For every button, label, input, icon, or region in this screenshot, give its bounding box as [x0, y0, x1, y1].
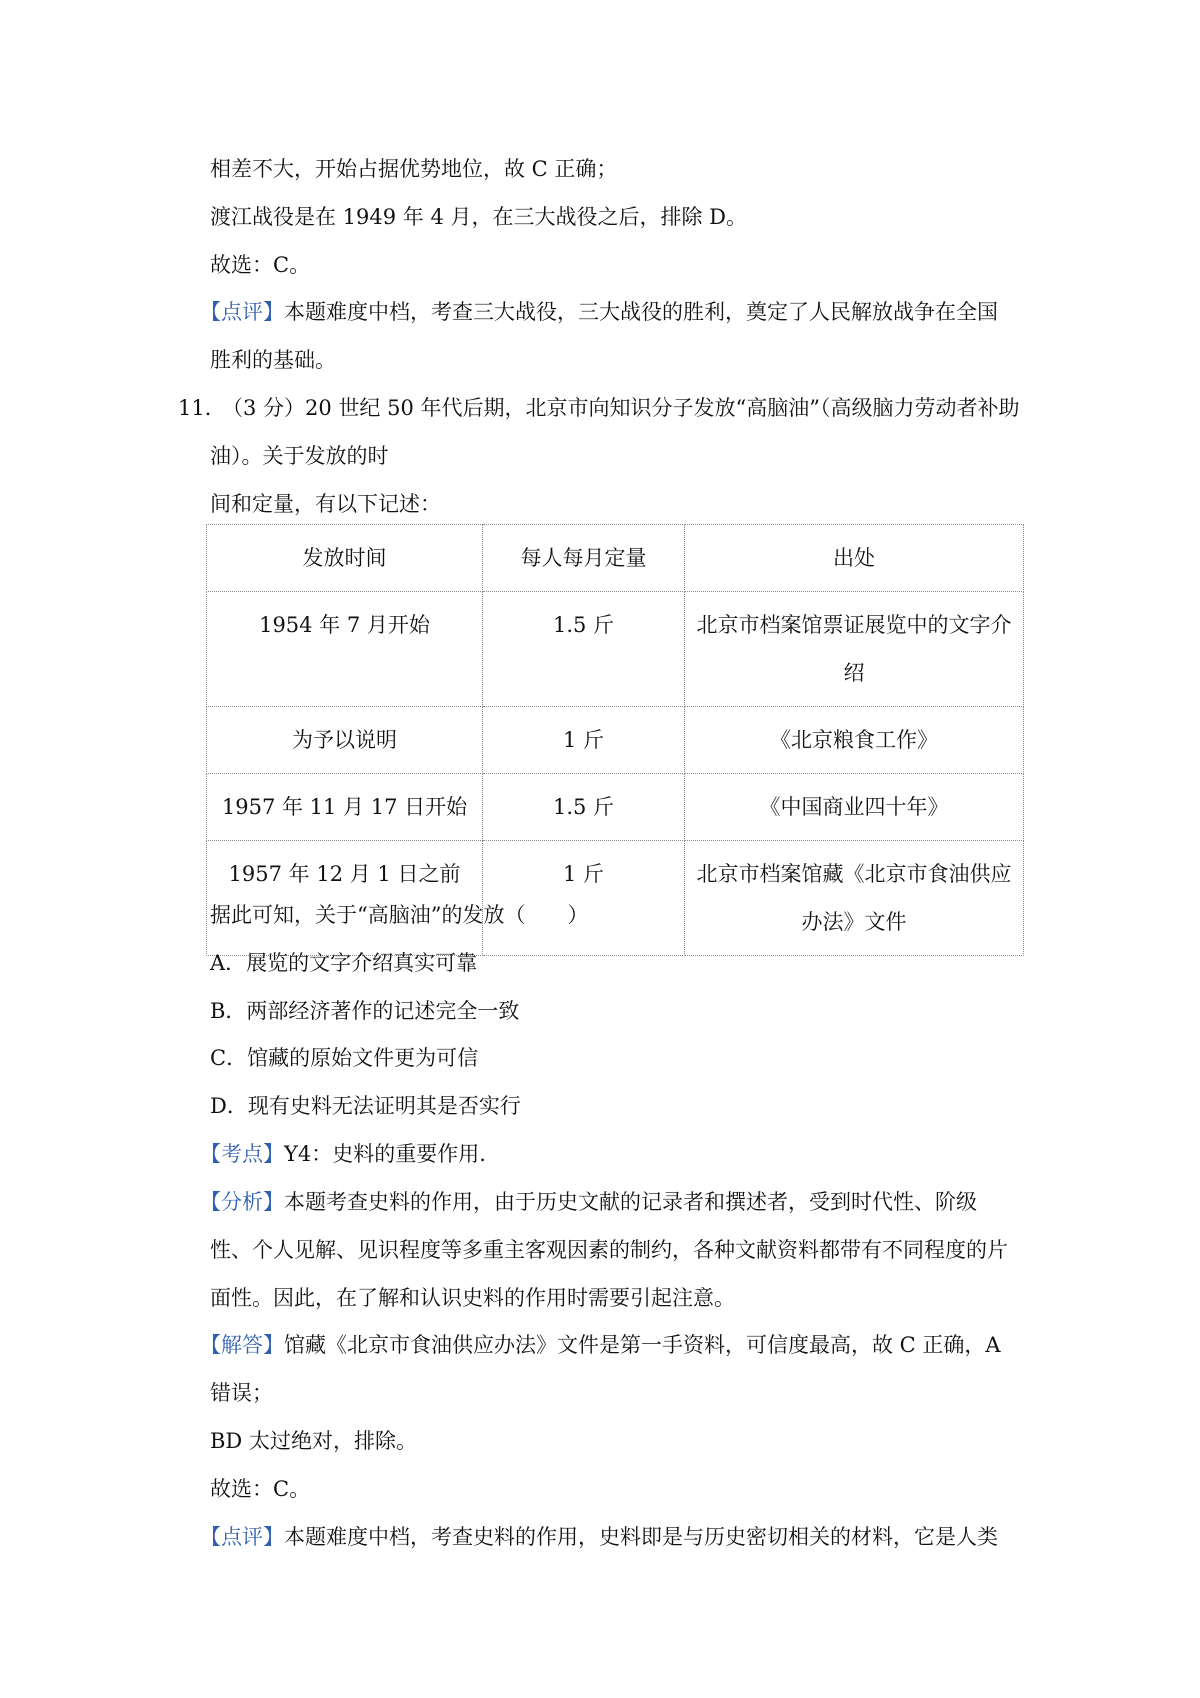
table-header-cell: 每人每月定量: [483, 525, 685, 592]
text-line: 故选：C。: [210, 253, 311, 277]
text-line: 错误；: [210, 1381, 273, 1405]
table-cell: 为予以说明: [207, 707, 483, 774]
table-cell: 1 斤: [483, 707, 685, 774]
jieda-text: 馆藏《北京市食油供应办法》文件是第一手资料，可信度最高，故 C 正确，A: [284, 1333, 1001, 1357]
text-line: BD 太过绝对，排除。: [210, 1429, 417, 1453]
review-text: 本题难度中档，考查三大战役，三大战役的胜利，奠定了人民解放战争在全国: [284, 300, 998, 324]
question-prompt: 据此可知，关于“高脑油”的发放（ ）: [210, 903, 589, 927]
option-b: B．两部经济著作的记述完全一致: [210, 999, 520, 1023]
text-line: 面性。因此，在了解和认识史料的作用时需要引起注意。: [210, 1286, 735, 1310]
option-d: D．现有史料无法证明其是否实行: [210, 1094, 521, 1118]
table-cell: 《中国商业四十年》: [685, 774, 1024, 841]
question-number: 11．: [178, 396, 226, 420]
text-line: 故选：C。: [210, 1477, 311, 1501]
table-cell: 1.5 斤: [483, 592, 685, 707]
jieda-tag: 【解答】: [200, 1333, 284, 1357]
table-row: [207, 707, 1024, 774]
table-header-cell: 发放时间: [207, 525, 483, 592]
question-stem: 油）。关于发放的时: [210, 444, 389, 468]
review-tag: 【点评】: [200, 300, 284, 324]
text-line: 胜利的基础。: [210, 348, 336, 372]
table-row: [207, 841, 1024, 956]
data-table: [206, 524, 1024, 956]
text-line: 性、个人见解、见识程度等多重主客观因素的制约，各种文献资料都带有不同程度的片: [210, 1238, 1008, 1262]
option-c: C．馆藏的原始文件更为可信: [210, 1046, 479, 1070]
review-text: 本题难度中档，考查史料的作用，史料即是与历史密切相关的材料，它是人类: [284, 1525, 998, 1549]
table-row: [207, 592, 1024, 707]
text-line: 相差不大，开始占据优势地位，故 C 正确；: [210, 157, 618, 181]
table-header-row: [207, 525, 1024, 592]
fenxi-tag: 【分析】: [200, 1190, 284, 1214]
table-row: [207, 774, 1024, 841]
kaodian-tag: 【考点】: [200, 1142, 284, 1166]
question-stem: （3 分）20 世纪 50 年代后期，北京市向知识分子发放“高脑油”（高级脑力劳动者补助: [222, 396, 1020, 420]
fenxi-text: 本题考查史料的作用，由于历史文献的记录者和撰述者，受到时代性、阶级: [284, 1190, 977, 1214]
review-paragraph: [200, 1522, 998, 1552]
question-stem: 间和定量，有以下记述：: [210, 492, 441, 516]
kaodian-text: Y4：史料的重要作用.: [284, 1142, 486, 1166]
text-line: 渡江战役是在 1949 年 4 月，在三大战役之后，排除 D。: [210, 205, 748, 229]
review-tag: 【点评】: [200, 1525, 284, 1549]
table-cell: 1 斤: [483, 841, 685, 956]
table-cell: 《北京粮食工作》: [685, 707, 1024, 774]
fenxi-paragraph: [200, 1187, 977, 1217]
kaodian-paragraph: [200, 1139, 486, 1169]
option-a: A．展览的文字介绍真实可靠: [210, 951, 478, 975]
review-paragraph: [200, 297, 998, 327]
table-cell: 1954 年 7 月开始: [207, 592, 483, 707]
table-cell: 北京市档案馆票证展览中的文字介绍: [685, 592, 1024, 707]
table-cell: 1.5 斤: [483, 774, 685, 841]
table-header-cell: 出处: [685, 525, 1024, 592]
jieda-paragraph: [200, 1330, 1001, 1360]
table-cell: 1957 年 11 月 17 日开始: [207, 774, 483, 841]
table-cell: 1957 年 12 月 1 日之前: [207, 841, 483, 956]
table-cell: 北京市档案馆藏《北京市食油供应办法》文件: [685, 841, 1024, 956]
